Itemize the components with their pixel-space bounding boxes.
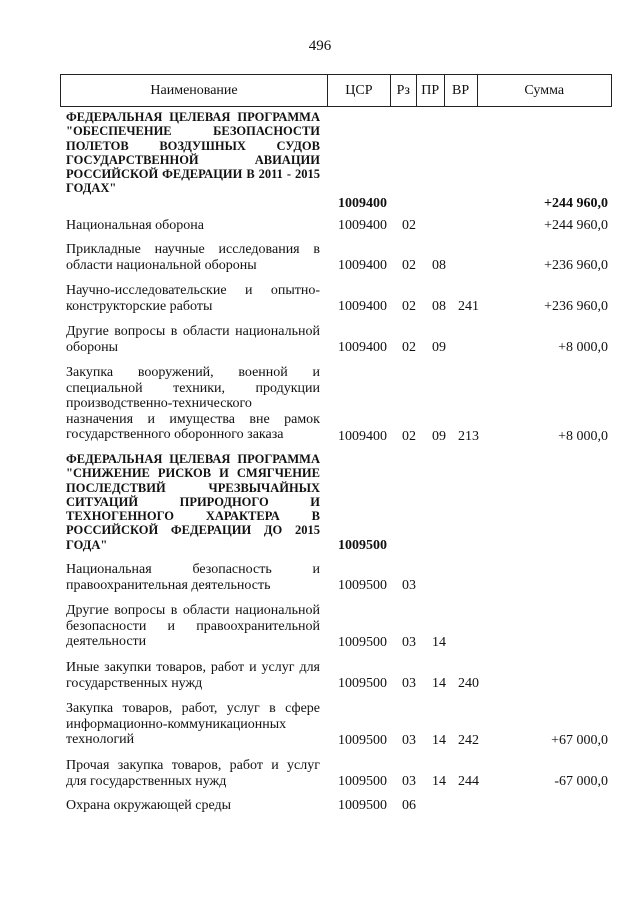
row-sum: +67 000,0	[551, 733, 608, 748]
row-sum: +8 000,0	[558, 340, 608, 355]
page-number: 496	[308, 38, 332, 54]
row-csr: 1009500	[338, 733, 387, 748]
header-name: Наименование	[61, 75, 328, 106]
row-name: Иные закупки товаров, работ и услуг для государственных нужд	[66, 660, 320, 691]
row-name: Охрана окружающей среды	[66, 798, 232, 813]
row-csr: 1009400	[338, 429, 387, 444]
row-vr: 240	[458, 676, 479, 691]
header-vr: ВР	[445, 75, 478, 106]
row-sum: -67 000,0	[554, 774, 608, 789]
row-sum: +244 960,0	[544, 218, 608, 233]
row-sum: +236 960,0	[544, 258, 608, 273]
row-rz: 02	[402, 340, 416, 355]
row-pr: 09	[432, 340, 446, 355]
row-csr: 1009500	[338, 798, 387, 813]
row-csr: 1009500	[338, 774, 387, 789]
row-vr: 241	[458, 299, 479, 314]
row-csr: 1009500	[338, 538, 387, 553]
row-name: Национальная оборона	[66, 218, 204, 233]
row-name: Другие вопросы в области национальной безопасности и правоохранительной деятельности	[66, 603, 320, 650]
row-name: Закупка вооружений, военной и специальной техники, продукции производственно-технического назначения и имущества вне рамок государственного оборонного заказа	[66, 365, 320, 443]
row-rz: 03	[402, 635, 416, 650]
row-pr: 08	[432, 299, 446, 314]
row-csr: 1009400	[338, 196, 387, 211]
row-name: Научно-исследовательские и опытно-конструкторские работы	[66, 283, 320, 314]
row-rz: 06	[402, 798, 416, 813]
header-rz: Рз	[391, 75, 417, 106]
row-pr: 09	[432, 429, 446, 444]
row-rz: 03	[402, 774, 416, 789]
row-name: ФЕДЕРАЛЬНАЯ ЦЕЛЕВАЯ ПРОГРАММА "ОБЕСПЕЧЕНИЕ БЕЗОПАСНОСТИ ПОЛЕТОВ ВОЗДУШНЫХ СУДОВ ГОСУДАРСТВЕННОЙ АВИАЦИИ РОССИЙСКОЙ ФЕДЕРАЦИИ В 2011 - 2015 ГОДАХ"	[66, 110, 320, 196]
row-vr: 213	[458, 429, 479, 444]
header-csr: ЦСР	[328, 75, 391, 106]
row-csr: 1009500	[338, 578, 387, 593]
row-vr: 244	[458, 774, 479, 789]
row-rz: 02	[402, 218, 416, 233]
row-csr: 1009500	[338, 635, 387, 650]
row-pr: 14	[432, 733, 446, 748]
row-rz: 02	[402, 258, 416, 273]
row-name: Прочая закупка товаров, работ и услуг для государственных нужд	[66, 758, 320, 789]
row-sum: +236 960,0	[544, 299, 608, 314]
row-vr: 242	[458, 733, 479, 748]
row-name: Прикладные научные исследования в области национальной обороны	[66, 242, 320, 273]
row-rz: 02	[402, 299, 416, 314]
row-csr: 1009400	[338, 258, 387, 273]
row-pr: 14	[432, 635, 446, 650]
row-csr: 1009400	[338, 299, 387, 314]
row-pr: 14	[432, 676, 446, 691]
row-sum: +8 000,0	[558, 429, 608, 444]
row-rz: 03	[402, 733, 416, 748]
row-name: Закупка товаров, работ, услуг в сфере информационно-коммуникационных технологий	[66, 701, 320, 748]
row-rz: 03	[402, 578, 416, 593]
row-pr: 14	[432, 774, 446, 789]
row-pr: 08	[432, 258, 446, 273]
row-csr: 1009500	[338, 676, 387, 691]
table-header	[60, 74, 612, 107]
row-name: Другие вопросы в области национальной обороны	[66, 324, 320, 355]
row-sum: +244 960,0	[544, 196, 608, 211]
row-rz: 02	[402, 429, 416, 444]
header-sum: Сумма	[524, 82, 565, 98]
row-csr: 1009400	[338, 218, 387, 233]
row-csr: 1009400	[338, 340, 387, 355]
row-name: Национальная безопасность и правоохранительная деятельность	[66, 562, 320, 593]
header-pr: ПР	[417, 75, 445, 106]
row-name: ФЕДЕРАЛЬНАЯ ЦЕЛЕВАЯ ПРОГРАММА "СНИЖЕНИЕ РИСКОВ И СМЯГЧЕНИЕ ПОСЛЕДСТВИЙ ЧРЕЗВЫЧАЙНЫХ СИТУАЦИЙ ПРИРОДНОГО И ТЕХНОГЕННОГО ХАРАКТЕРА В РОССИЙСКОЙ ФЕДЕРАЦИИ ДО 2015 ГОДА"	[66, 452, 320, 552]
row-rz: 03	[402, 676, 416, 691]
